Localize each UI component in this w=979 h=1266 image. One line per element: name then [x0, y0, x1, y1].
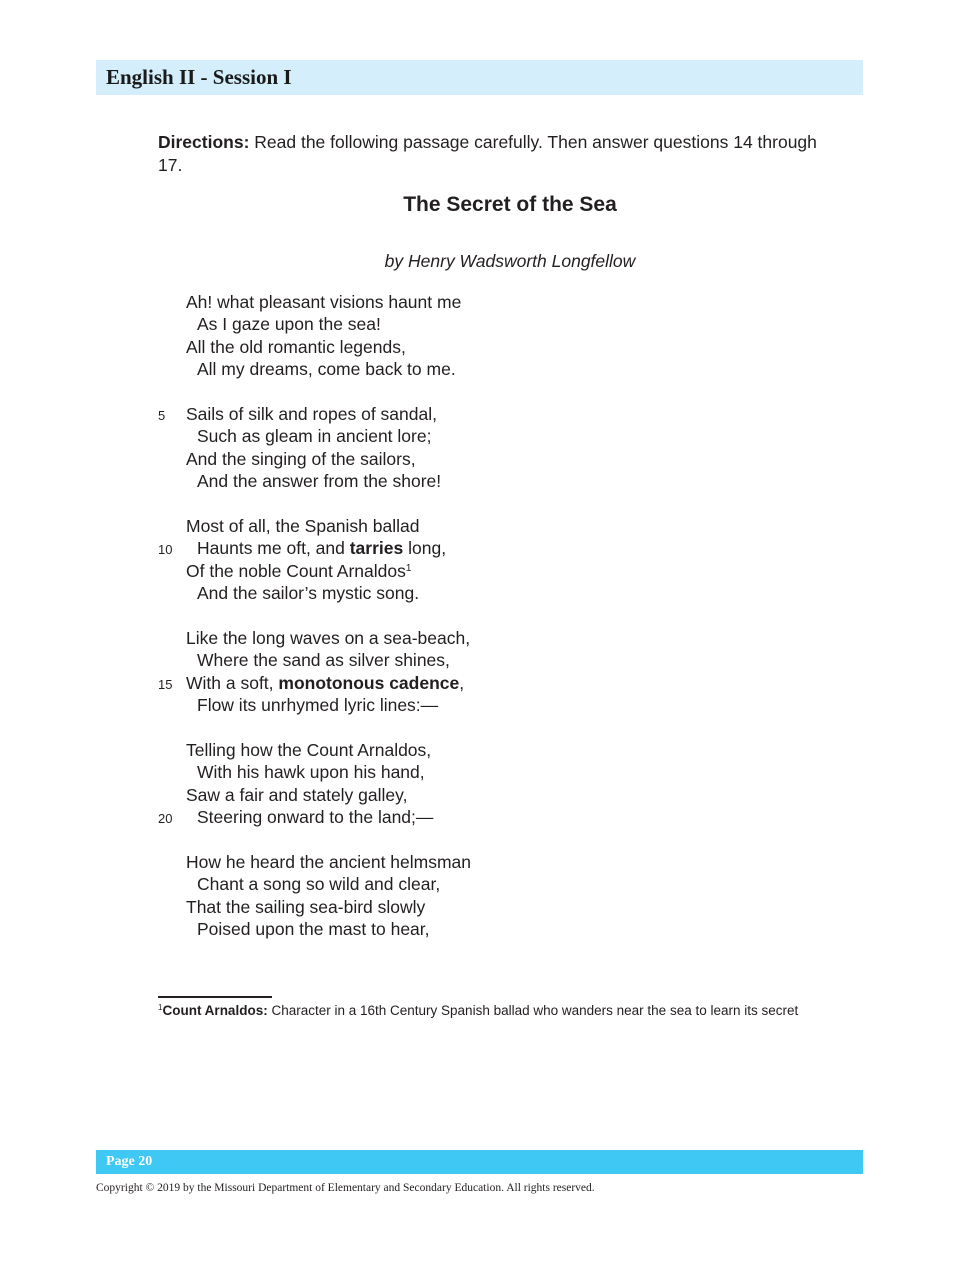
line-text: long, — [403, 538, 447, 559]
line-text: Ah! what pleasant visions haunt me — [186, 292, 462, 312]
poem-line — [158, 627, 758, 649]
page-footer-bar — [96, 1150, 863, 1174]
line-text: Chant a song so wild and clear, — [197, 874, 441, 895]
poem-line — [158, 873, 758, 895]
poem-line — [158, 739, 758, 761]
line-text: Telling how the Count Arnaldos, — [186, 739, 432, 760]
line-text: Such as gleam in ancient lore; — [197, 426, 432, 447]
line-text: And the answer from the shore! — [197, 471, 442, 492]
line-text: Saw a fair and stately galley, — [186, 784, 408, 805]
line-text: Steering onward to the land;— — [197, 806, 434, 827]
line-text: All my dreams, come back to me. — [197, 359, 456, 380]
poem-body — [158, 291, 758, 940]
poem-line — [158, 851, 758, 873]
line-number: 15 — [158, 676, 173, 692]
footnote-rule — [158, 996, 272, 998]
session-title: English II - Session I — [106, 65, 292, 89]
footnote-marker: 1 — [158, 1003, 163, 1012]
line-text: And the singing of the sailors, — [186, 448, 416, 469]
poem-line — [158, 358, 758, 380]
vocabulary-word: tarries — [349, 538, 404, 559]
footnote-term: Count Arnaldos: — [162, 1003, 268, 1018]
line-text: With his hawk upon his hand, — [197, 762, 425, 783]
poem-line — [158, 918, 758, 940]
poem-line — [158, 515, 758, 537]
line-text: With a soft, — [186, 672, 279, 693]
footnote-ref: 1 — [405, 562, 412, 574]
poem-line — [158, 672, 758, 694]
poem-line — [158, 694, 758, 716]
poem-line — [158, 336, 758, 358]
line-text: All the old romantic legends, — [186, 336, 406, 357]
footnote — [158, 1002, 858, 1019]
poem-author: by Henry Wadsworth Longfellow — [384, 251, 636, 271]
line-text: Poised upon the mast to hear, — [197, 918, 430, 939]
footnote-text: Character in a 16th Century Spanish ballad who wanders near the sea to learn its secret — [267, 1003, 799, 1018]
line-text: As I gaze upon the sea! — [197, 314, 381, 335]
poem-line — [158, 470, 758, 492]
poem-line — [158, 784, 758, 806]
line-text: Of the noble Count Arnaldos — [186, 560, 406, 581]
line-text: , — [459, 672, 465, 693]
poem-line — [158, 403, 758, 425]
line-number: 20 — [158, 810, 173, 826]
copyright-notice: Copyright © 2019 by the Missouri Department of Elementary and Secondary Education. All rights reserved. — [96, 1182, 595, 1194]
line-text: And the sailor’s mystic song. — [197, 583, 420, 604]
line-text: Flow its unrhymed lyric lines:— — [197, 695, 439, 716]
line-text: Like the long waves on a sea-beach, — [186, 627, 471, 648]
line-text: Where the sand as silver shines, — [197, 650, 450, 671]
line-text: That the sailing sea-bird slowly — [186, 896, 426, 917]
directions-label: Directions: — [158, 132, 250, 152]
line-text: How he heard the ancient helmsman — [186, 851, 472, 872]
poem-line — [158, 761, 758, 783]
vocabulary-word: monotonous cadence — [278, 672, 460, 693]
poem-title: The Secret of the Sea — [403, 193, 617, 216]
poem-line — [158, 806, 758, 828]
directions — [158, 131, 838, 176]
poem-line — [158, 291, 758, 313]
line-text: Sails of silk and ropes of sandal, — [186, 403, 437, 424]
poem-line — [158, 896, 758, 918]
poem-line — [158, 649, 758, 671]
poem-line — [158, 425, 758, 447]
line-text: Most of all, the Spanish ballad — [186, 515, 420, 536]
poem-line — [158, 313, 758, 335]
session-header-bar — [96, 60, 863, 95]
directions-text: Read the following passage carefully. Then answer questions 14 through 17. — [158, 132, 817, 175]
page-number: Page 20 — [106, 1154, 153, 1169]
line-text: Haunts me oft, and — [197, 538, 350, 559]
line-number: 10 — [158, 542, 173, 558]
poem-line — [158, 448, 758, 470]
poem-line — [158, 560, 758, 582]
line-number: 5 — [158, 407, 166, 423]
poem-line — [158, 582, 758, 604]
poem-line — [158, 537, 758, 559]
